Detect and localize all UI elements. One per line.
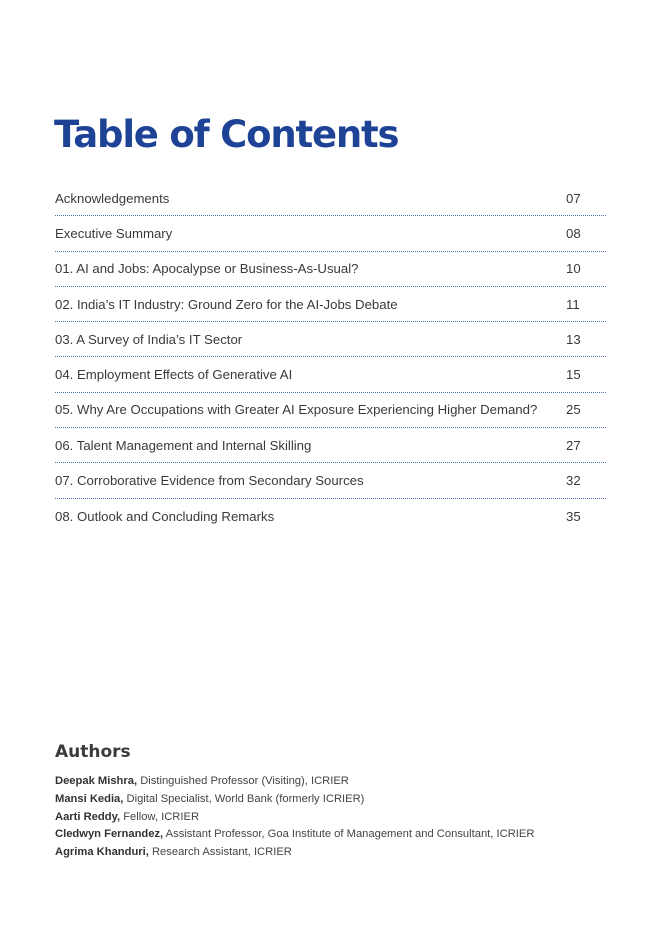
toc-entry-chapter-07[interactable] xyxy=(55,463,606,498)
author-entry xyxy=(55,809,615,827)
toc-entry-chapter-03[interactable] xyxy=(55,322,606,357)
author-role: Assistant Professor, Goa Institute of Management and Consultant, ICRIER xyxy=(165,828,535,841)
toc-entry-label: 01. AI and Jobs: Apocalypse or Business-As-Usual? xyxy=(55,261,359,277)
toc-entry-label: 02. India’s IT Industry: Ground Zero for the AI-Jobs Debate xyxy=(55,296,398,312)
author-role: Fellow, ICRIER xyxy=(123,810,200,823)
toc-entry-page-number: 15 xyxy=(566,367,581,383)
author-entry xyxy=(55,791,615,809)
author-name: Mansi Kedia, xyxy=(55,792,124,805)
toc-entry-chapter-04[interactable] xyxy=(55,357,606,392)
toc-entry-page-number: 08 xyxy=(566,225,581,241)
toc-entry-page-number: 35 xyxy=(566,508,581,524)
author-role: Digital Specialist, World Bank (formerly ICRIER) xyxy=(126,792,365,805)
page-title: Table of Contents xyxy=(54,113,399,156)
author-name: Deepak Mishra, xyxy=(55,775,138,787)
author-role: Distinguished Professor (Visiting), ICRIER xyxy=(140,775,349,787)
toc-entry-page-number: 11 xyxy=(566,296,580,312)
authors-section xyxy=(55,740,615,862)
toc-entry-chapter-08[interactable] xyxy=(55,499,606,534)
toc-entry-label: Acknowledgements xyxy=(55,190,170,206)
author-entry xyxy=(55,826,615,844)
toc-entry-chapter-01[interactable] xyxy=(55,252,606,287)
toc-entry-label: 05. Why Are Occupations with Greater AI Exposure Experiencing Higher Demand? xyxy=(55,402,538,418)
toc-entry-label: 04. Employment Effects of Generative AI xyxy=(55,367,293,383)
toc-entry-acknowledgements[interactable] xyxy=(55,181,606,216)
author-entry xyxy=(55,773,615,791)
table-of-contents xyxy=(55,181,606,534)
toc-entry-label: 08. Outlook and Concluding Remarks xyxy=(55,508,275,524)
toc-entry-label: 07. Corroborative Evidence from Secondary Sources xyxy=(55,473,364,489)
toc-entry-page-number: 07 xyxy=(566,190,581,206)
toc-entry-chapter-05[interactable] xyxy=(55,393,606,428)
toc-entry-chapter-06[interactable] xyxy=(55,428,606,463)
toc-entry-executive-summary[interactable] xyxy=(55,216,606,251)
author-name: Aarti Reddy, xyxy=(55,810,121,823)
author-name: Agrima Khanduri, xyxy=(55,846,149,859)
toc-entry-page-number: 13 xyxy=(566,331,581,347)
toc-entry-label: Executive Summary xyxy=(55,225,173,241)
toc-entry-page-number: 10 xyxy=(566,261,581,277)
author-name: Cledwyn Fernandez, xyxy=(55,828,164,841)
toc-entry-chapter-02[interactable] xyxy=(55,287,606,322)
authors-heading: Authors xyxy=(55,742,131,762)
toc-entry-page-number: 25 xyxy=(566,402,581,418)
toc-entry-label: 03. A Survey of India’s IT Sector xyxy=(55,331,243,347)
toc-entry-label: 06. Talent Management and Internal Skilling xyxy=(55,437,312,453)
author-entry xyxy=(55,844,615,862)
author-role: Research Assistant, ICRIER xyxy=(151,846,292,859)
toc-entry-page-number: 32 xyxy=(566,473,581,489)
toc-entry-page-number: 27 xyxy=(566,437,581,453)
